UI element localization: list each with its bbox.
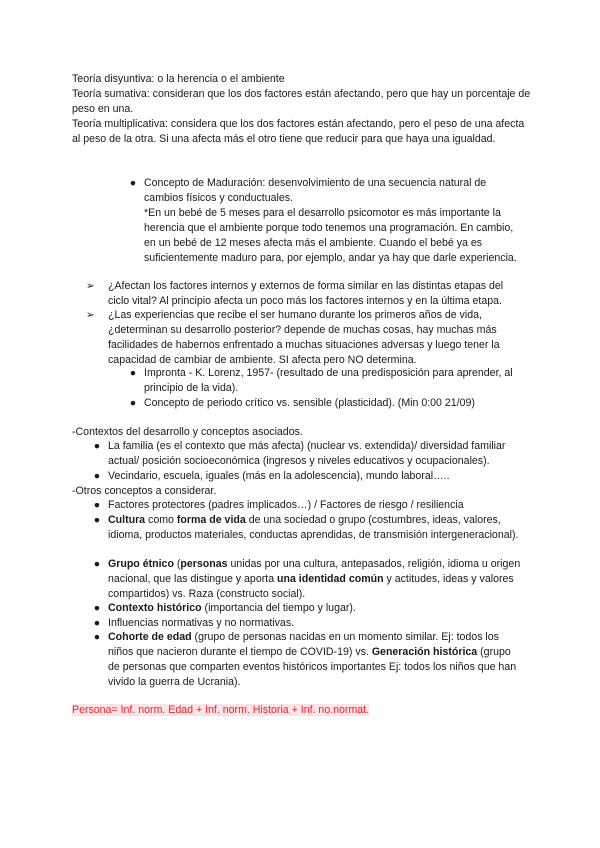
vecindario-item	[93, 469, 522, 484]
bullet-dot-icon: ●	[129, 367, 137, 379]
bullet-dot-icon: ●	[93, 440, 101, 452]
generacion-historica-term: Generación histórica	[371, 645, 478, 658]
maduracion-title: Concepto de Maduración: desenvolvimiento de una secuencia natural de cambios físicos y conductuales.	[144, 177, 487, 204]
teoria-sumativa: Teoría sumativa: consideran que los dos factores están afectando, pero que hay un porcentaje de peso en una.	[72, 87, 531, 115]
maduracion-note: *En un bebé de 5 meses para el desarrollo psicomotor es más importante la herencia que el ambiente porque todo tenemos una programación. En cambio, en un bebé de 12 meses afecta más el ambiente. Cuando el bebé ya es suficientemente maduro para, por ejemplo, andar ya hay que darle experiencia.	[144, 206, 517, 264]
bullet-dot-icon: ●	[93, 514, 101, 526]
arrow-bullet-icon: ➢	[86, 309, 95, 321]
arrow-item-text: ¿Afectan los factores internos y externos de forma similar en las distintas etapas del ciclo vital? Al principio afecta un poco más los factores internos y en la última etapa.	[108, 280, 504, 307]
cultura-item	[93, 513, 522, 543]
arrow-item-2	[86, 308, 522, 368]
factores-item	[93, 498, 522, 513]
bullet-dot-icon: ●	[93, 499, 101, 511]
maduracion-item	[129, 176, 524, 265]
familia-text: La familia (es el contexto que más afecta) (nuclear vs. extendida)/ diversidad familiar actual/ posición socioeconómica (ingresos y niveles educativos y ocupacionales).	[108, 440, 506, 467]
otros-heading: -Otros conceptos a considerar.	[72, 485, 217, 497]
cohorte-item	[93, 630, 522, 690]
bullet-dot-icon: ●	[93, 617, 101, 629]
grupo-etnico-item	[93, 557, 522, 602]
bullet-dot-icon: ●	[93, 602, 101, 614]
bullet-dot-icon: ●	[129, 397, 137, 409]
bullet-dot-icon: ●	[93, 470, 101, 482]
influencias-item	[93, 616, 522, 631]
factores-text: Factores protectores (padres implicados…) / Factores de riesgo / resiliencia	[108, 499, 464, 511]
cohorte-term: Cohorte de edad	[108, 631, 192, 643]
personas-term: personas	[180, 558, 228, 570]
impronta-text: Impronta - K. Lorenz, 1957- (resultado de una predisposición para aprender, al principio de la vida).	[144, 367, 513, 394]
periodo-critico-text: Concepto de periodo crítico vs. sensible (plasticidad). (Min 0:00 21/09)	[144, 397, 475, 409]
identidad-comun-term: una identidad común	[277, 572, 384, 585]
persona-formula: Persona= Inf. norm. Edad + Inf. norm. Historia + Inf. no.normat.	[72, 704, 370, 716]
cohorte-text: Cohorte de edad (grupo de personas nacidas en un momento similar. Ej: todos los niños que nacieron durante el tiempo de COVID-19) vs. Generación histórica (grupo de personas que comparten eventos históricos importantes Ej: todos los niños que han vivido la guerra de Ucrania).	[108, 631, 517, 688]
bullet-dot-icon: ●	[93, 631, 101, 643]
cultura-text: Cultura como forma de vida de una sociedad o grupo (costumbres, ideas, valores, idioma, productos materiales, conductas aprendidas, de transmisión intergeneracional).	[108, 514, 519, 541]
contexto-historico-term: Contexto histórico	[108, 602, 202, 614]
impronta-item	[129, 366, 524, 396]
vecindario-text: Vecindario, escuela, iguales (más en la adolescencia), mundo laboral…..	[108, 470, 450, 482]
arrow-item-1	[86, 279, 522, 309]
contexto-historico-item	[93, 601, 522, 616]
influencias-text: Influencias normativas y no normativas.	[108, 617, 295, 629]
contexto-historico-text: Contexto histórico (importancia del tiempo y lugar).	[108, 602, 356, 614]
intro-section	[72, 72, 532, 147]
familia-item	[93, 439, 522, 469]
cultura-term: Cultura	[108, 514, 146, 526]
forma-de-vida-term: forma de vida	[176, 514, 246, 526]
arrow-bullet-icon: ➢	[86, 280, 95, 292]
grupo-etnico-term: Grupo étnico	[108, 558, 174, 570]
bullet-dot-icon: ●	[93, 558, 101, 570]
bullet-dot-icon: ●	[129, 177, 137, 189]
grupo-etnico-text: Grupo étnico (personas unidas por una cultura, antepasados, religión, idioma u origen nacional, que las distingue y aporta una identidad común y actitudes, ideas y valores compartidos) vs. Raza (constructo social).	[108, 558, 521, 600]
teoria-disyuntiva: Teoría disyuntiva: o la herencia o el ambiente	[72, 73, 285, 85]
arrow-item-text: ¿Las experiencias que recibe el ser humano durante los primeros años de vida, ¿determinan su desarrollo posterior? depende de muchas cosas, hay muchas más facilidades de habernos enfrentado a muchas situaciones adversas y luego tener la capacidad de cambiar de ambiente. SI afecta pero NO determina.	[108, 309, 500, 366]
formula-line	[72, 703, 532, 718]
teoria-multiplicativa: Teoría multiplicativa: considera que los dos factores están afectando, pero el peso de una afecta al peso de la otra. Si una afecta más el otro tiene que reducir para que haya una igualdad.	[72, 117, 525, 145]
periodo-critico-item	[129, 396, 524, 411]
contextos-heading: -Contextos del desarrollo y conceptos asociados.	[72, 426, 303, 438]
